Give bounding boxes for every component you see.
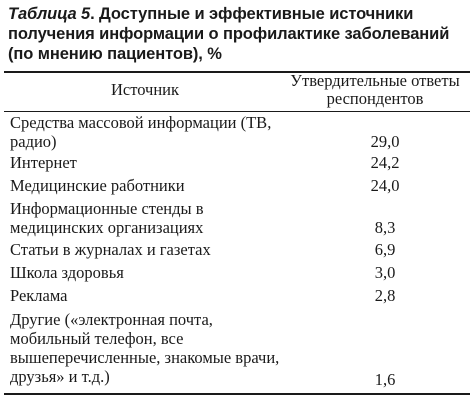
bottom-rule — [4, 393, 470, 395]
row-source: Медицинские работники — [10, 176, 185, 195]
table-row — [10, 310, 466, 389]
header-rule — [4, 111, 470, 112]
row-source: Информационные стенды в медицинских организациях — [10, 199, 204, 237]
header-source: Источник — [110, 80, 180, 99]
caption-text: . Доступные и эффективные источники получения информации о профилактике заболеваний (по мнению пациентов), % — [8, 5, 450, 63]
row-source: Школа здоровья — [10, 263, 124, 282]
row-value: 1,6 — [374, 370, 396, 389]
row-value: 24,0 — [370, 176, 400, 195]
header-answers: Утвердительные ответы респондентов — [290, 71, 460, 108]
row-source: Средства массовой информации (ТВ, радио) — [10, 113, 272, 151]
row-value: 29,0 — [370, 132, 400, 151]
row-value: 6,9 — [374, 240, 396, 259]
table-row — [10, 199, 466, 237]
table-row — [10, 286, 466, 305]
table-row — [10, 113, 466, 151]
row-source: Интернет — [10, 153, 77, 172]
table-row — [10, 263, 466, 282]
row-value: 3,0 — [374, 263, 396, 282]
table-row — [10, 240, 466, 259]
row-value: 2,8 — [374, 286, 396, 305]
row-source: Статьи в журналах и газетах — [10, 240, 211, 259]
caption-label: Таблица 5 — [8, 5, 91, 23]
row-source: Другие («электронная почта, мобильный телефон, все вышеперечисленные, знакомые врачи, друзья» и т.д.) — [10, 310, 280, 386]
table-row — [10, 153, 466, 172]
row-value: 24,2 — [370, 153, 400, 172]
row-value: 8,3 — [374, 218, 396, 237]
table-caption — [8, 4, 466, 64]
row-source: Реклама — [10, 286, 68, 305]
table-row — [10, 176, 466, 195]
